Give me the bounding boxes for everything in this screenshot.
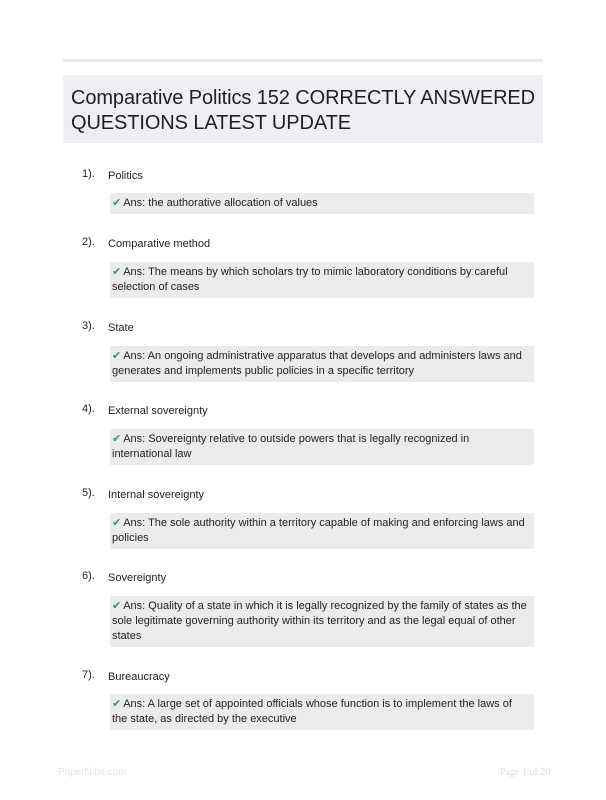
question-text: Sovereignty	[108, 572, 167, 584]
footer-page-number: Page 1 of 20	[500, 767, 551, 778]
page-title: Comparative Politics 152 CORRECTLY ANSWERED QUESTIONS LATEST UPDATE	[71, 87, 535, 134]
answer-text: Ans: Sovereignty relative to outside powers that is legally recognized in international law	[112, 433, 470, 460]
answer-text: Ans: A large set of appointed officials whose function is to implement the laws of the state, as directed by the executive	[112, 698, 512, 725]
answer-text: Ans: The means by which scholars try to mimic laboratory conditions by careful selection of cases	[112, 266, 508, 293]
question-number: 1).	[82, 168, 95, 180]
answer-text: Ans: Quality of a state in which it is legally recognized by the family of states as the sole legitimate governing authority within its territory and as the legal equal of other states	[112, 600, 527, 642]
question-number: 5).	[82, 487, 95, 499]
answer-text: Ans: The sole authority within a territory capable of making and enforcing laws and policies	[112, 517, 525, 544]
answer-box	[110, 262, 534, 298]
footer-source: PaperNibs.com	[58, 767, 127, 778]
check-icon: ✔	[112, 432, 122, 445]
question-text: Comparative method	[108, 238, 211, 250]
question-text: Politics	[108, 170, 143, 182]
question-text: State	[108, 322, 134, 334]
question-text: Internal sovereignty	[108, 489, 204, 501]
check-icon: ✔	[112, 196, 122, 209]
check-icon: ✔	[112, 697, 122, 710]
title-banner	[63, 75, 543, 143]
answer-box	[110, 694, 534, 730]
question-text: Bureaucracy	[108, 671, 170, 683]
check-icon: ✔	[112, 599, 122, 612]
question-number: 3).	[82, 320, 95, 332]
check-icon: ✔	[112, 349, 122, 362]
check-icon: ✔	[112, 265, 122, 278]
answer-box	[110, 346, 534, 382]
question-number: 7).	[82, 669, 95, 681]
question-text: External sovereignty	[108, 405, 208, 417]
answer-box	[110, 193, 534, 214]
check-icon: ✔	[112, 516, 122, 529]
answer-box	[110, 513, 534, 549]
question-number: 2).	[82, 236, 95, 248]
top-divider	[63, 59, 543, 62]
question-number: 6).	[82, 570, 95, 582]
answer-box	[110, 429, 534, 465]
answer-text: Ans: the authorative allocation of values	[123, 197, 318, 209]
answer-box	[110, 596, 534, 647]
answer-text: Ans: An ongoing administrative apparatus that develops and administers laws and generates and implements public policies in a specific territory	[112, 350, 522, 377]
question-number: 4).	[82, 403, 95, 415]
